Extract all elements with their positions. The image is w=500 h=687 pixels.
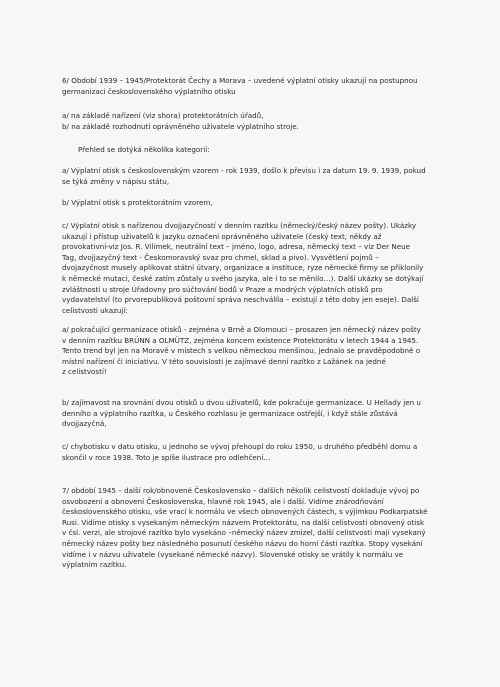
text-line: Rusi. Vidíme otisky s vysekaným německým názvem Protektorátu, na další celistvosti obnovený otisk (62, 517, 425, 527)
text-line: germanizaci československého výplatního otisku (62, 86, 236, 96)
text-line: výplatním razítku. (62, 560, 127, 570)
text-line: dvojjazyčná, (62, 419, 107, 429)
text-line: a/ Výplatní otisk s československým vzorem - rok 1939, došlo k převisu i za datum 19. 9. 1939, pokud (62, 166, 426, 175)
category-b (62, 198, 474, 209)
sub-point-a (62, 325, 474, 378)
text-line: z celistvostí! (62, 367, 107, 377)
text-line: v denním razítku BRÜNN a OLMÜTZ, zejména koncem existence Protektorátu v letech 1944 a 1945. (62, 335, 419, 345)
sub-point-b (62, 398, 474, 430)
text-line: vydavatelství (to prvorepubliková poštovní správa neschválila – existují z této doby jen eseje). Další (62, 295, 419, 305)
text-line: německý název pošty bez následného posunutí českého názvu do horní části razítka. Stopy vysekání (62, 538, 423, 548)
text-line: provokativní-viz Jos. R. Vilímek, neutrální text – jméno, logo, adresa, německý text – viz Der Neue (62, 242, 411, 252)
sub-point-a-text (62, 325, 474, 378)
text-line: dvojazyčnost musely aplikovat státní útvary, organizace a instituce, ryze německé firmy se přiklonily (62, 263, 424, 273)
text-line: skončil v roce 1938. Toto je spíše ilustrace pro odlehčení… (62, 452, 271, 462)
category-b-text: b/ Výplatní otisk s protektorátním vzorem, (62, 198, 213, 207)
text-line: zvláštností u stroje Úřadovny pro súčtování bodů v Praze a modrých výplatních otisků pro (62, 284, 383, 294)
text-line: Tento trend byl jen na Moravě v místech s velkou německou menšinou, jednalo se pravděpodobně o (62, 346, 421, 356)
text-line: 6/ Období 1939 – 1945/Protektorát Čechy a Morava – uvedené výplatní otisky ukazují na postupnou (62, 76, 418, 85)
text-line: celistvosti ukazují: (62, 305, 128, 315)
sub-point-b-text (62, 398, 474, 430)
section-6-points (62, 111, 474, 132)
text-line: c/ chybotisku v datu otisku, u jednoho se vývoj přehoupl do roku 1950, u druhého předběhl domu a (62, 442, 418, 451)
text-line: b/ na základě rozhodnutí oprávněného uživatele výplatního stroje. (62, 121, 299, 131)
text-line: denního a výplatního razítka, u Českého rozhlasu je germanizace ostřejší, i když stále zůstává (62, 408, 398, 418)
text-line: v čsl. verzi, ale strojové razítko bylo vysekáno –německý název zmizel, další celistvosti mají vysekaný (62, 528, 426, 538)
category-a (62, 166, 474, 187)
overview-line (62, 145, 474, 156)
text-line: Tag, dvojjazyčný text - Českomoravský svaz pro chmel, sklad a pivo). Vysvětlení pojmů – (62, 252, 379, 262)
overview-text: Přehled se dotýká několika kategorií: (78, 145, 210, 154)
sub-point-c-text (62, 442, 474, 463)
section-7-text (62, 486, 474, 571)
text-line: osvobození a obnovení Československa, hlavně rok 1945, ale i další. Vidíme znárodňování (62, 496, 384, 506)
text-line: se týká změny v nápisu státu, (62, 176, 170, 186)
text-line: vidíme i v názvu uživatele (vysekané německé názvy). Slovenské otisky se vrátily k normálu ve (62, 549, 404, 559)
category-c-text (62, 221, 474, 316)
text-line: b/ zajímavost na srovnání dvou otisků u dvou uživatelů, kde pokračuje germanizace. U Hellady jen u (62, 398, 421, 407)
sub-point-c (62, 442, 474, 463)
text-line: c/ Výplatní otisk s nařízenou dvojjazyčností v denním razítku (německý/český název pošty). Ukázky (62, 221, 417, 230)
points-paragraph (62, 111, 474, 132)
text-line: a/ na základě nařízení (viz shora) protektorátních úřadů, (62, 111, 264, 120)
text-line: 7/ období 1945 – další rok/obnovené Československo – dalších několik celistvostí dokladuje vývoj po (62, 486, 420, 495)
text-line: a/ pokračující germanizace otisků - zejména v Brně a Olomouci – prosazen jen německý název pošty (62, 325, 421, 334)
section-6-heading (62, 76, 474, 97)
text-line: místní nařízení či iniciativu. V této souvislosti je zajímavé denní razítko z Lažánek na jedné (62, 356, 386, 366)
category-a-text (62, 166, 474, 187)
section-6-heading-text (62, 76, 474, 97)
text-line: k německé mutaci, české zatím zůstaly u svého jazyka, ale i to se měnilo…). Další ukázky se dotýkají (62, 273, 424, 283)
section-7 (62, 486, 474, 571)
text-line: československého otisku, vše vrací k normálu ve všech obnovených částech, s výjimkou Podkarpatské (62, 507, 428, 517)
text-line: ukazují i přístup uživatelů k jazyku označení oprávněného uživatele (český text, někdy až (62, 231, 382, 241)
category-c (62, 221, 474, 316)
